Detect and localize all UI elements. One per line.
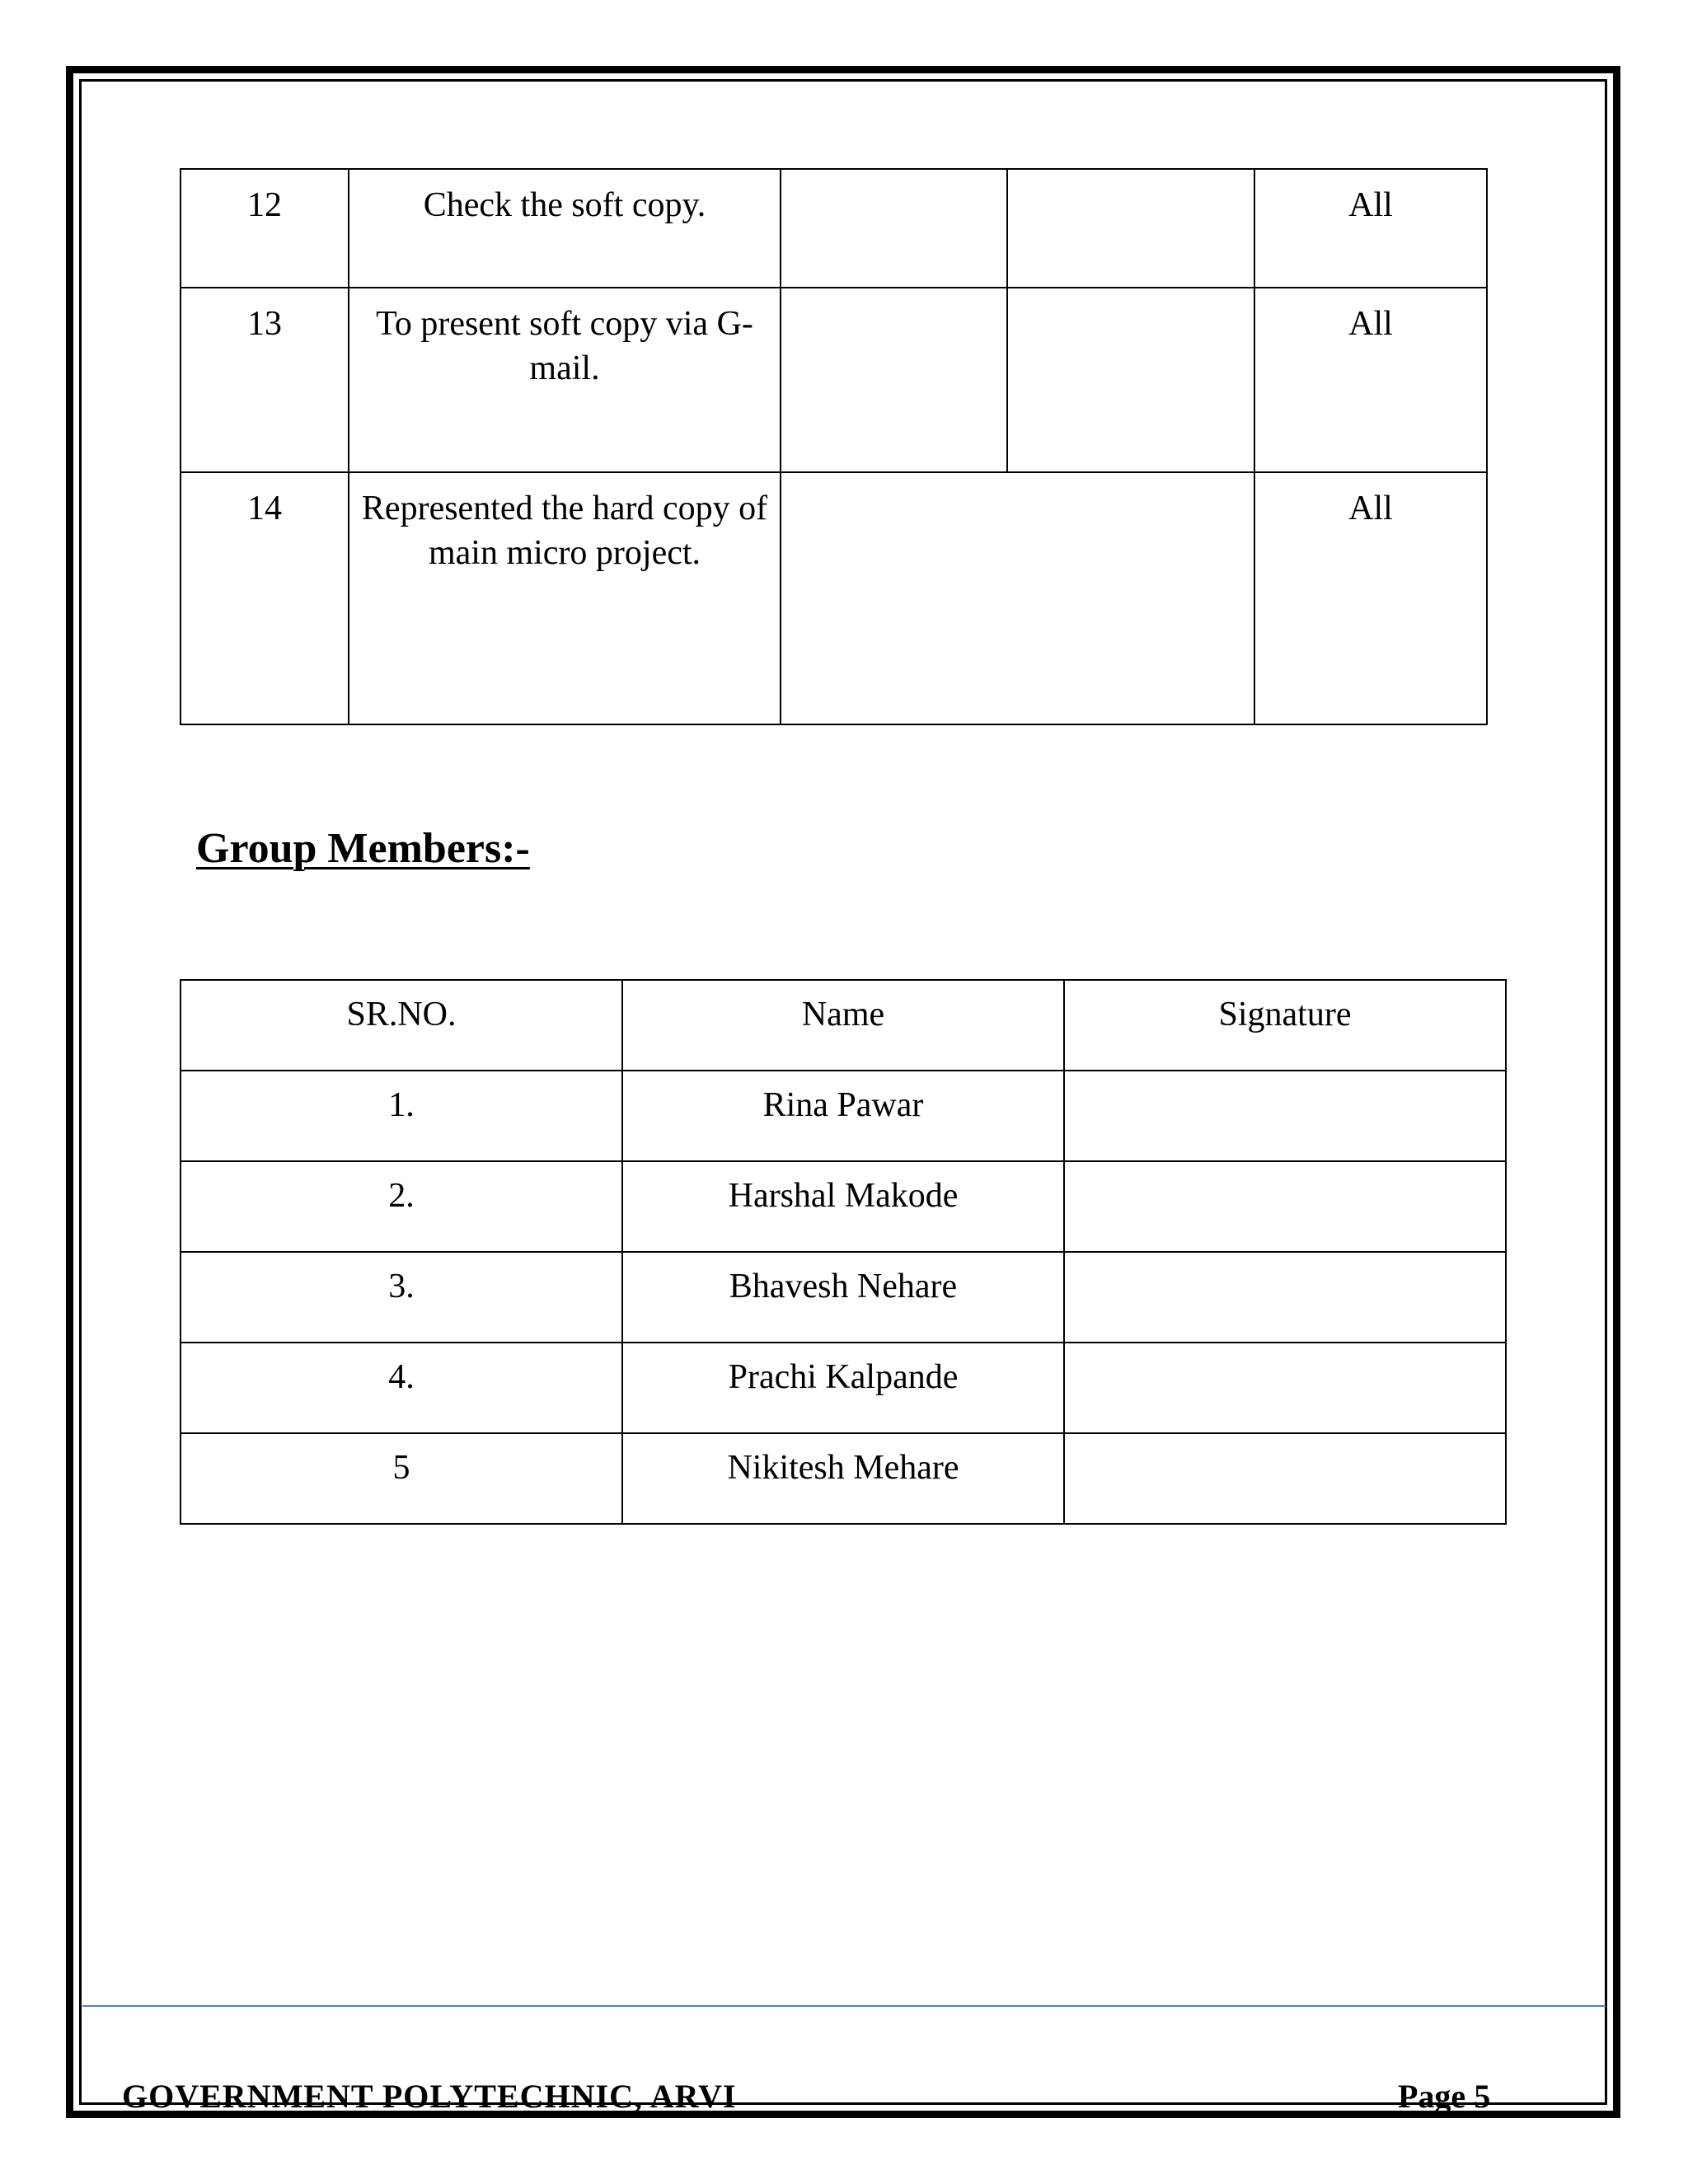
- table-row: [181, 1071, 1506, 1161]
- task-number: 13: [181, 288, 349, 472]
- member-sr-no: 5: [181, 1433, 622, 1524]
- task-responsible: All: [1254, 472, 1487, 724]
- member-signature: [1064, 1433, 1506, 1524]
- group-members-table: [180, 979, 1507, 1525]
- task-cell: [781, 288, 1007, 472]
- member-signature: [1064, 1252, 1506, 1343]
- task-cell: [781, 169, 1007, 288]
- header-name: Name: [622, 980, 1064, 1071]
- table-row: [181, 472, 1487, 724]
- task-responsible: All: [1254, 169, 1487, 288]
- member-name: Prachi Kalpande: [622, 1343, 1064, 1433]
- task-activity: Check the soft copy.: [349, 169, 781, 288]
- task-activity: Represented the hard copy of main micro project.: [349, 472, 781, 724]
- member-signature: [1064, 1071, 1506, 1161]
- table-header-row: [181, 980, 1506, 1071]
- task-number: 12: [181, 169, 349, 288]
- header-signature: Signature: [1064, 980, 1506, 1071]
- table-row: [181, 1161, 1506, 1252]
- member-name: Rina Pawar: [622, 1071, 1064, 1161]
- table-row: [181, 1343, 1506, 1433]
- member-sr-no: 3.: [181, 1252, 622, 1343]
- header-sr-no: SR.NO.: [181, 980, 622, 1071]
- table-row: [181, 288, 1487, 472]
- footer-page-number: Page 5: [1398, 2078, 1491, 2115]
- footer-divider: [82, 2005, 1606, 2007]
- member-sr-no: 1.: [181, 1071, 622, 1161]
- activity-table: [180, 168, 1488, 725]
- table-row: [181, 1252, 1506, 1343]
- task-cell: [1007, 169, 1254, 288]
- footer-institution: GOVERNMENT POLYTECHNIC, ARVI: [122, 2078, 737, 2115]
- member-name: Harshal Makode: [622, 1161, 1064, 1252]
- member-name: Bhavesh Nehare: [622, 1252, 1064, 1343]
- task-responsible: All: [1254, 288, 1487, 472]
- member-sr-no: 4.: [181, 1343, 622, 1433]
- group-members-heading: Group Members:-: [196, 825, 530, 872]
- task-activity: To present soft copy via G-mail.: [349, 288, 781, 472]
- task-cell: [1007, 288, 1254, 472]
- member-signature: [1064, 1343, 1506, 1433]
- member-name: Nikitesh Mehare: [622, 1433, 1064, 1524]
- member-signature: [1064, 1161, 1506, 1252]
- member-sr-no: 2.: [181, 1161, 622, 1252]
- task-number: 14: [181, 472, 349, 724]
- table-row: [181, 169, 1487, 288]
- table-row: [181, 1433, 1506, 1524]
- task-cell-merged: [781, 472, 1254, 724]
